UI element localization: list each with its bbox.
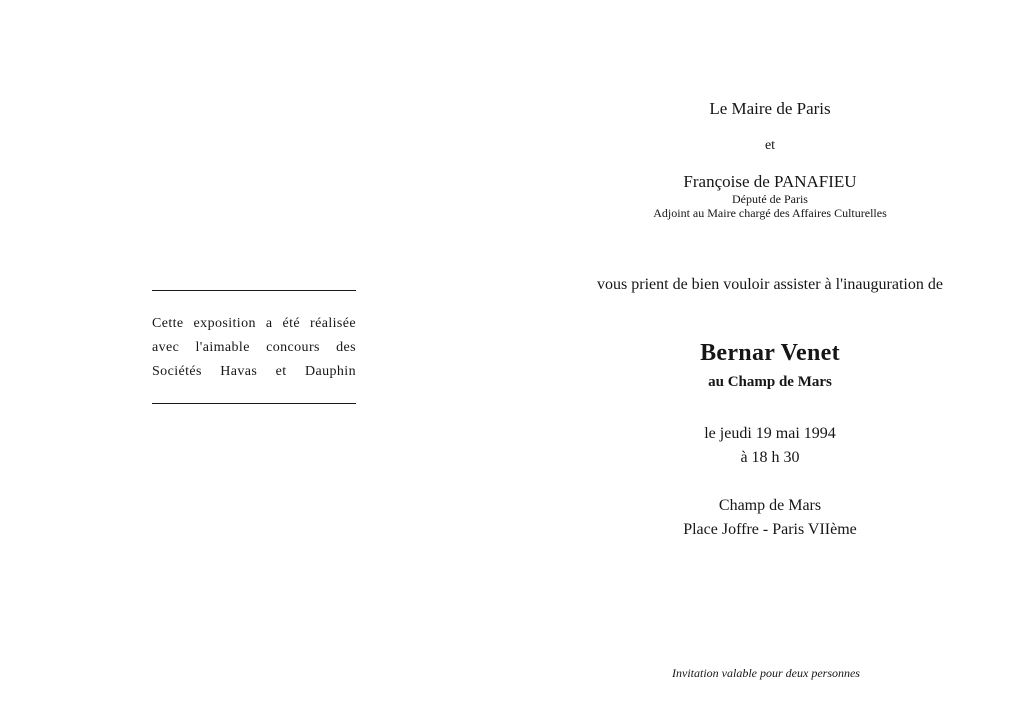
host: Le Maire de Paris (709, 99, 831, 118)
validity-note: Invitation valable pour deux personnes (672, 666, 860, 680)
event-date: le jeudi 19 mai 1994 (704, 425, 836, 442)
bottom-divider (152, 403, 356, 404)
exhibition-subtitle: au Champ de Mars (708, 374, 832, 390)
cohost-role: Adjoint au Maire chargé des Affaires Culturelles (653, 206, 887, 220)
sponsor-line-1: Cette exposition a été réalisée (152, 316, 356, 331)
top-divider (152, 290, 356, 291)
conjunction: et (764, 138, 776, 153)
event-address: Place Joffre - Paris VIIème (683, 521, 857, 538)
invitation-request: vous prient de bien vouloir assister à l'inauguration de (597, 276, 943, 293)
sponsor-notice (152, 290, 356, 404)
sponsor-line-3: Sociétés Havas et Dauphin (152, 364, 356, 379)
cohost-name: Françoise de PANAFIEU (683, 172, 857, 191)
artist-name: Bernar Venet (700, 340, 840, 366)
sponsor-line-2: avec l'aimable concours des (152, 340, 356, 355)
event-time: à 18 h 30 (740, 449, 800, 466)
cohost-title: Député de Paris (732, 192, 808, 206)
event-venue: Champ de Mars (718, 497, 822, 514)
